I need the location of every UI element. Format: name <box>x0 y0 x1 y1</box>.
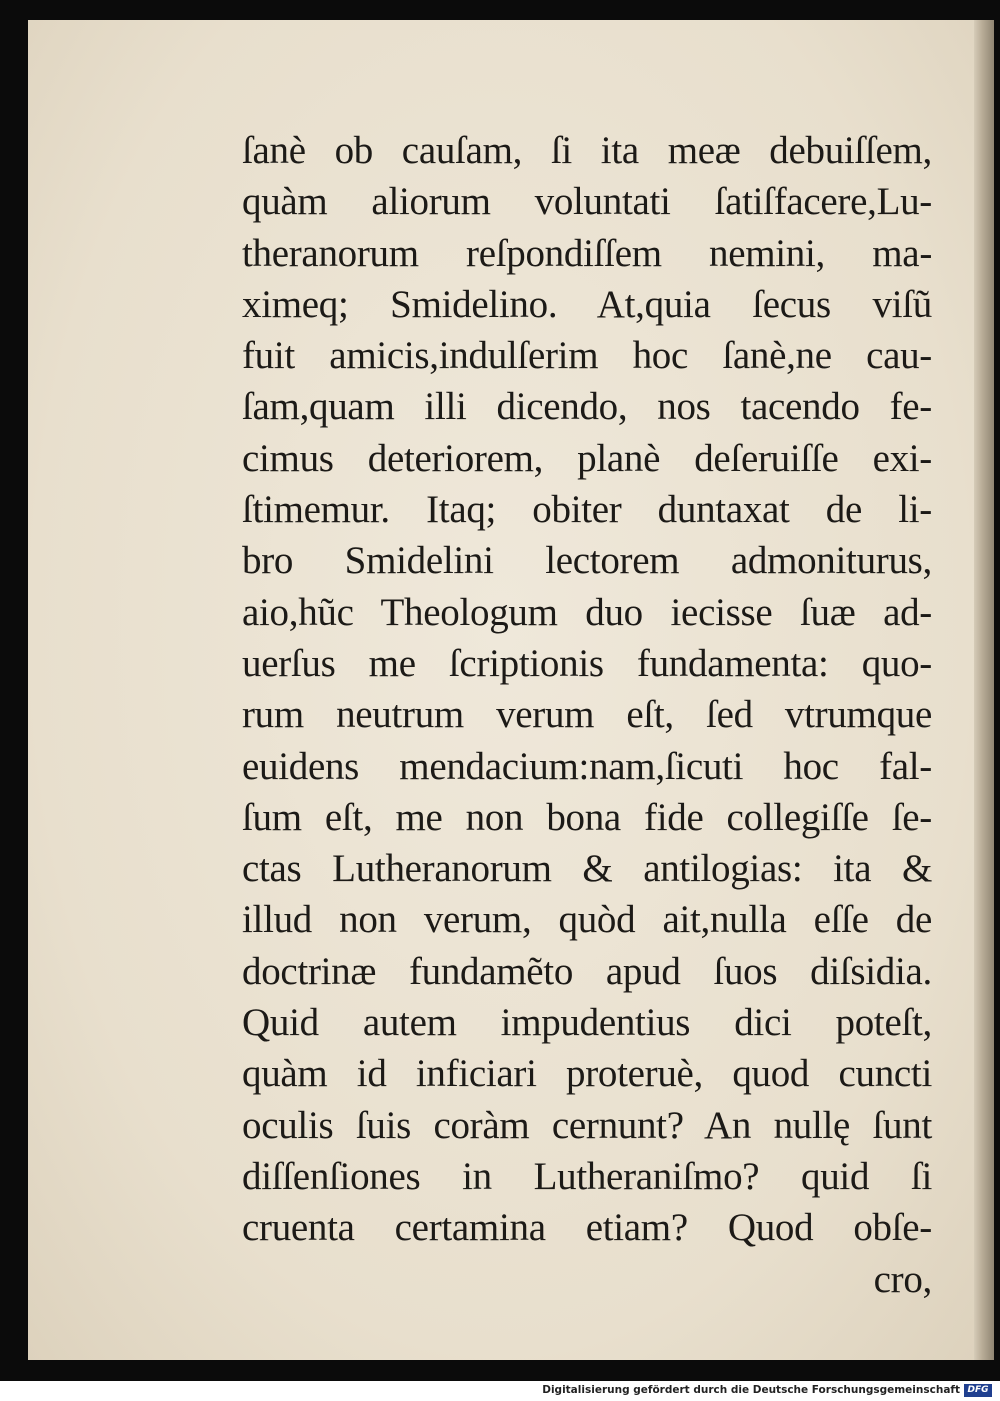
text-line: oculis ſuis coràm cernunt? An nullę ſunt <box>242 1103 932 1147</box>
page-text-block <box>242 125 932 1305</box>
text-line: quàm aliorum voluntati ſatiſfacere,Lu- <box>242 180 932 224</box>
text-line: Quid autem impudentius dici poteſt, <box>242 1001 932 1045</box>
text-line: cimus deteriorem, planè deſeruiſſe exi- <box>242 436 932 480</box>
text-line: diſſenſiones in Lutheraniſmo? quid ſi <box>242 1154 932 1198</box>
text-line: fuit amicis,indulſerim hoc ſanè,ne cau- <box>242 334 932 378</box>
text-line: doctrinæ fundamẽto apud ſuos diſsidia. <box>242 949 932 993</box>
text-line: ſtimemur. Itaq; obiter duntaxat de li- <box>242 488 932 532</box>
text-line: cruenta certamina etiam? Quod obſe- <box>242 1206 932 1250</box>
text-line: ſanè ob cauſam, ſi ita meæ debuiſſem, <box>242 129 932 172</box>
catchword: cro, <box>873 1257 932 1301</box>
text-line: aio,hũc Theologum duo iecisse ſuæ ad- <box>242 590 932 634</box>
text-line: euidens mendacium:nam,ſicuti hoc fal- <box>242 744 932 788</box>
text-line: illud non verum, quòd ait,nulla eſſe de <box>242 898 932 942</box>
text-line: bro Smidelini lectorem admoniturus, <box>242 539 932 583</box>
footer-bar <box>0 1381 1000 1401</box>
page-edge <box>974 20 994 1360</box>
text-line: ſam,quam illi dicendo, nos tacendo fe- <box>242 385 932 429</box>
text-line: theranorum reſpondiſſem nemini, ma- <box>242 231 932 275</box>
dfg-logo: DFG <box>964 1384 992 1397</box>
text-line: rum neutrum verum eſt, ſed vtrumque <box>242 693 932 737</box>
text-line: ximeq; Smidelino. At,quia ſecus viſũ <box>242 282 932 326</box>
text-line: ſum eſt, me non bona fide collegiſſe ſe- <box>242 795 932 839</box>
text-line: ctas Lutheranorum & antilogias: ita & <box>242 847 932 891</box>
funding-credit: Digitalisierung gefördert durch die Deutsche Forschungsgemeinschaft <box>542 1384 960 1396</box>
text-line: uerſus me ſcriptionis fundamenta: quo- <box>242 641 932 685</box>
text-line: quàm id inficiari proteruè, quod cuncti <box>242 1052 932 1096</box>
